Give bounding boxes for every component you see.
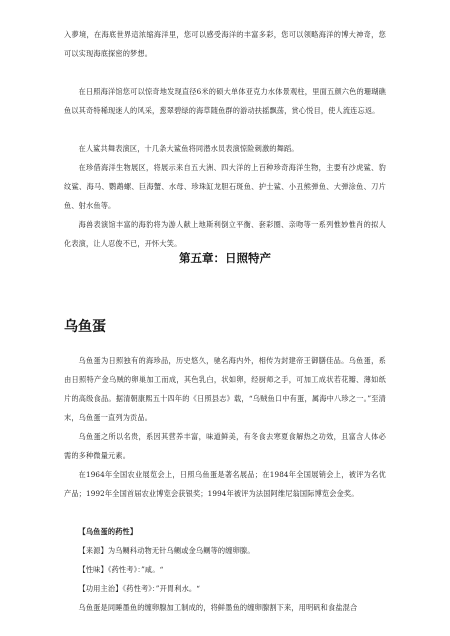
intro-paragraph-3: 在人鲨共舞表演区，十几条大鲨鱼将同潜水员表演惊险刺激的舞蹈。 (78, 144, 299, 153)
section-paragraph-3: 在1964年全国农业展览会上，日照乌鱼蛋是著名展品；在1984年全国展销会上，被评为名优产品；1992年全国首届农业博览会获银奖；1994年被评为法国阿维尼翁国际博览会金奖。 (64, 470, 386, 498)
closing-paragraph: 乌鱼蛋是同睡墨鱼的缠卵腺加工制成的，将鲜墨鱼的缠卵腺割下来，用明矾和食盐混合 (78, 603, 358, 612)
property-function: 【功用主治】《药性考》：”开胃利水。“ (78, 584, 201, 593)
section-paragraph-2: 乌鱼蛋之所以名贵，系因其营养丰富，味道鲜美，有冬食去寒夏食解热之功效，且富含人体必需的多种微量元素。 (64, 432, 386, 460)
intro-paragraph-4: 在珍借海洋生物展区，将展示来自五大洲、四大洋的上百种珍奇海洋生物，主要有沙虎鲨、豹纹鲨、海马、鹦鹉螺、巨海蟹、水母、珍珠缸龙胆石斑鱼、护士鲨、小丑熊弹鱼、大弹涂鱼、刀片鱼、射水鱼等。 (64, 163, 386, 210)
property-nature: 【性味】《药性考》：”咸。“ (78, 565, 164, 574)
intro-paragraph-5: 海兽表演馆丰富的海豹将为游人献上地斯利倒立平衡、套彩圈、亲吻等一系列惟妙惟肖的拟人化表演，让人忍俊不已，开怀大笑。 (64, 220, 386, 248)
section-title: 乌鱼蛋 (64, 319, 106, 335)
section-paragraph-1: 乌鱼蛋为日照独有的海珍品，历史悠久，驰名海内外，相传为封建帝王御膳佳品。乌鱼蛋，系由日照特产金乌贼的卵巢加工而成，其色乳白，状如卵，经厨师之手，可加工成状若花瓣、薄如纸片的高级食品。据清朝康熙五十四年的《日照县志》载，“乌贼鱼口中有蛋，属海中八珍之一。”至清末，乌鱼蛋一直列为贡品。 (64, 356, 386, 422)
intro-paragraph-2: 在日照海洋馆您可以惊奇地发现直径6米的硕大单体亚克力水体景观柱，里面五颜六色的珊瑚礁鱼以其奇特稀现迷人的风采，葱翠碧绿的海草随鱼群的游动扶摇飘荡，赏心悦目，使人流连忘返。 (64, 87, 386, 115)
property-source: 【来源】为乌鲗科动物无针乌鲗或金乌鲗等的缠卵腺。 (78, 546, 255, 555)
intro-paragraph-1: 入夢境，在海底世界這浓缩海洋里，您可以感受海洋的丰富多彩，您可以领略海洋的博大神奇，您可以实现海底探密的梦想。 (64, 30, 386, 58)
chapter-title: 第五章：日照特产 (179, 251, 271, 265)
properties-heading: 【乌鱼蛋的药性】 (78, 527, 138, 536)
